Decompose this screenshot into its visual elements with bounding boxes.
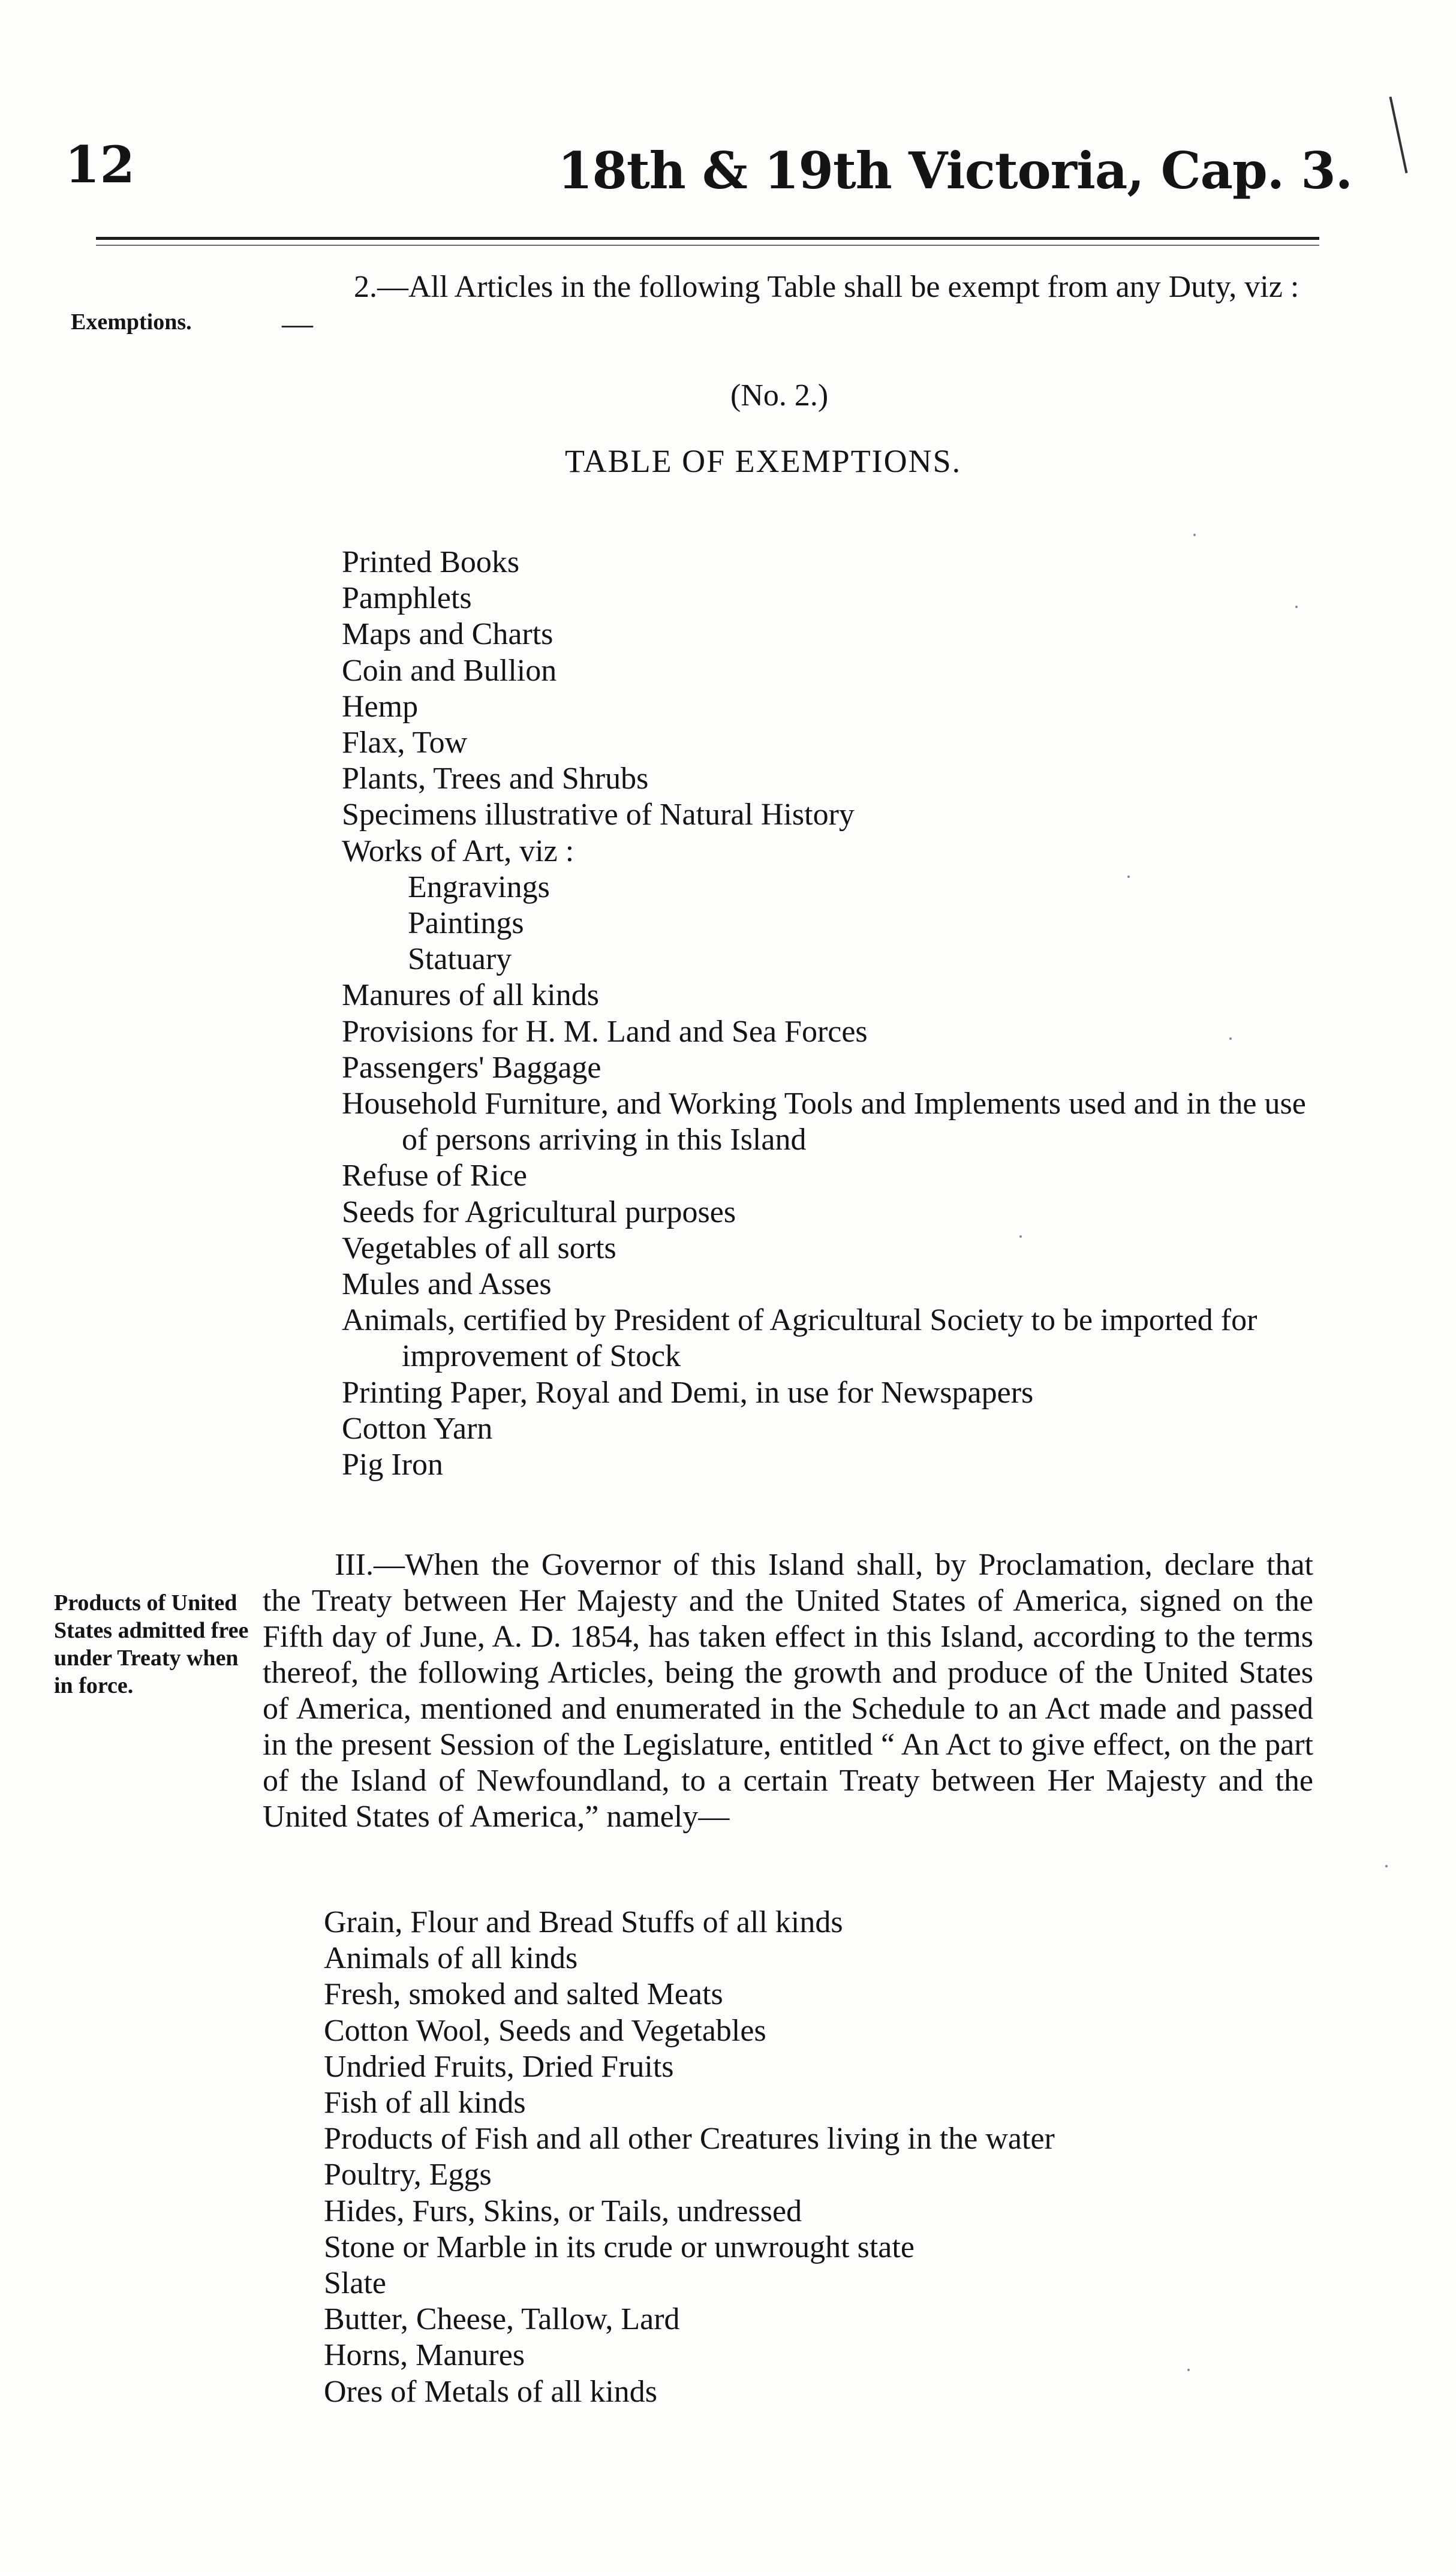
treaty-item: Cotton Wool, Seeds and Vegetables [324,2013,766,2048]
exemption-subitem: Engravings [408,870,550,904]
exemption-item: Hemp [342,689,419,724]
exemption-item: Flax, Tow [342,726,468,760]
exemption-item: Maps and Charts [342,617,553,652]
exemption-item: Specimens illustrative of Natural History [342,798,855,832]
scan-speck [1229,1037,1232,1040]
treaty-item: Grain, Flour and Bread Stuffs of all kinds [324,1905,843,1939]
exemption-item: Seeds for Agricultural purposes [342,1195,736,1229]
treaty-item: Undried Fruits, Dried Fruits [324,2049,674,2084]
exemption-item: Passengers' Baggage [342,1050,601,1085]
exemption-item: Cotton Yarn [342,1411,493,1446]
exemption-item: Vegetables of all sorts [342,1231,616,1265]
exemption-item: Refuse of Rice [342,1159,528,1193]
treaty-articles-list [324,1905,1283,2410]
exemption-subitem: Statuary [408,942,512,977]
exemption-item: Pig Iron [342,1448,443,1482]
section-three-paragraph: III.—When the Governor of this Island shall, by Proclamation, declare that the Treaty between Her Majesty and the United States of America, signed on the Fifth day of June, A. D. 1854, has taken effect in this Island, according to the terms thereof, the following Articles, being the growth and produce of the United States of America, mentioned and enumerated in the Schedule to an Act made and passed in the present Session of the Legislature, entitled “ An Act to give effect, on the part of the Island of Newfoundland, to a certain Treaty between Her Majesty and the United States of America,” namely— [263,1548,1313,1834]
exemption-item: Animals, certified by President of Agricultural Society to be imported for improvement of Stock [342,1303,1258,1374]
exemption-item: Pamphlets [342,581,472,616]
exemption-subitem: Paintings [408,906,524,941]
exemption-item: Mules and Asses [342,1267,552,1302]
exemption-item: Manures of all kinds [342,978,599,1013]
treaty-item: Poultry, Eggs [324,2158,492,2192]
treaty-item: Animals of all kinds [324,1941,578,1976]
intro-paragraph: 2.—All Articles in the following Table shall be exempt from any Duty, viz :— [282,270,1299,341]
scan-speck [1385,1865,1388,1867]
table-title: TABLE OF EXEMPTIONS. [565,443,962,479]
treaty-item: Horns, Manures [324,2338,525,2373]
running-head: 18th & 19th Victoria, Cap. 3. [558,141,1352,200]
exemption-item: Household Furniture, and Working Tools and Implements used and in the use of persons arriving in this Island [342,1087,1306,1157]
header-rule-thin [96,245,1319,246]
treaty-item: Fresh, smoked and salted Meats [324,1977,723,2012]
exemption-list [342,545,1313,1483]
scan-speck [1193,534,1196,536]
treaty-item: Hides, Furs, Skins, or Tails, undressed [324,2194,802,2228]
treaty-item: Slate [324,2266,386,2301]
scan-speck [1187,2369,1190,2371]
exemption-item: Printing Paper, Royal and Demi, in use for Newspapers [342,1375,1034,1410]
treaty-item: Products of Fish and all other Creatures living in the water [324,2122,1055,2156]
exemption-item: Provisions for H. M. Land and Sea Forces [342,1014,868,1049]
exemption-item: Printed Books [342,545,520,579]
table-number: (No. 2.) [730,378,829,413]
treaty-item: Stone or Marble in its crude or unwrought state [324,2230,914,2264]
scan-artifact-mark [1389,97,1408,173]
page-number: 12 [65,135,135,194]
margin-note-products-treaty: Products of United States admitted free under Treaty when in force. [54,1590,249,1698]
scan-speck [1295,606,1298,608]
treaty-item: Ores of Metals of all kinds [324,2374,658,2409]
scan-speck [1019,1235,1022,1238]
exemption-item: Plants, Trees and Shrubs [342,762,649,796]
header-rule [96,237,1319,240]
treaty-item: Fish of all kinds [324,2086,526,2120]
exemption-item: Coin and Bullion [342,653,557,688]
scan-speck [1127,876,1130,878]
margin-note-exemptions: Exemptions. [71,309,192,335]
exemption-item: Works of Art, viz : [342,834,574,868]
treaty-item: Butter, Cheese, Tallow, Lard [324,2302,680,2337]
